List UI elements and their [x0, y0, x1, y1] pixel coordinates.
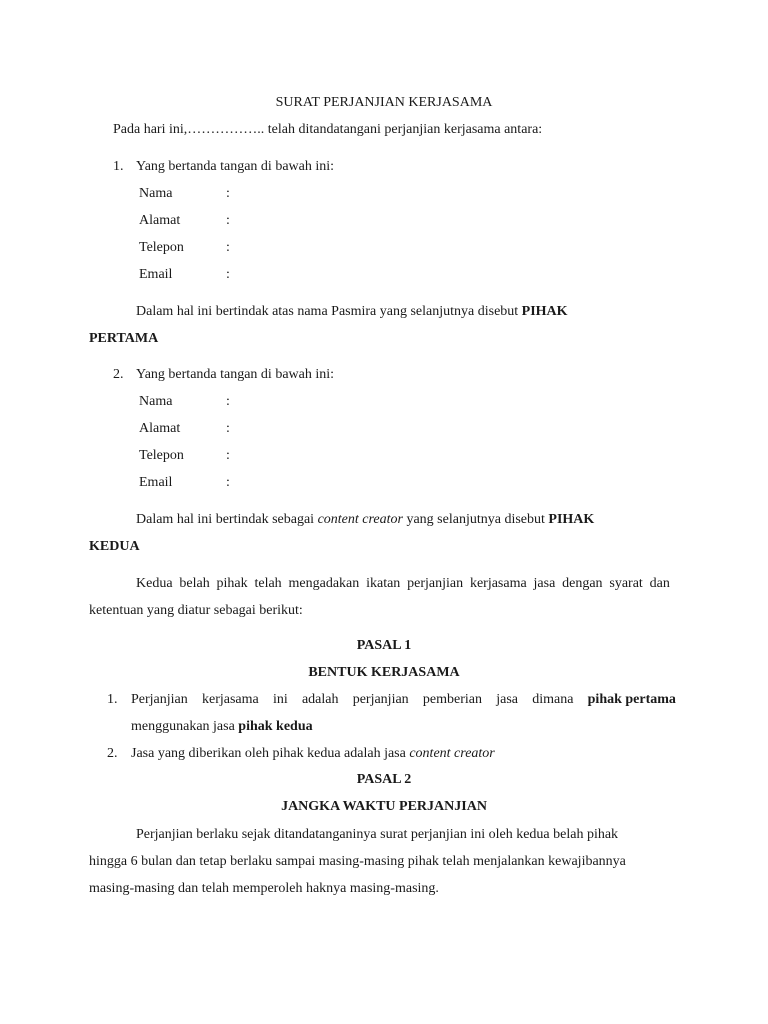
- party1-phone-label: Telepon: [139, 240, 184, 255]
- pasal1-item1-word: dimana: [532, 692, 574, 707]
- pasal1-item2-italic: content creator: [409, 746, 495, 761]
- party2-name-colon: :: [226, 394, 230, 409]
- agreement-word: dengan: [562, 576, 603, 591]
- party2-number: 2.: [113, 367, 124, 382]
- agreement-word: pihak: [216, 576, 248, 591]
- party2-role-line: [136, 511, 594, 529]
- pasal1-item1-word: adalah: [301, 692, 339, 707]
- pasal1-item1-word: pemberian: [422, 692, 482, 707]
- pasal1-item1-word: jasa: [496, 692, 518, 707]
- pasal1-subheading: BENTUK KERJASAMA: [308, 665, 460, 680]
- agreement-word: syarat: [609, 576, 643, 591]
- party2-phone-label: Telepon: [139, 448, 184, 463]
- agreement-word: dan: [649, 576, 670, 591]
- party2-phone-colon: :: [226, 448, 230, 463]
- pasal1-item1-line1: [131, 691, 676, 709]
- party1-number: 1.: [113, 159, 124, 174]
- document-title: SURAT PERJANJIAN KERJASAMA: [275, 95, 493, 110]
- agreement-line-1: [136, 575, 670, 593]
- opening-line: Pada hari ini,…………….. telah ditandatangani perjanjian kerjasama antara:: [113, 122, 543, 137]
- party1-role-bold-continued: PERTAMA: [89, 331, 159, 346]
- agreement-word: belah: [179, 576, 210, 591]
- party1-role-bold: PIHAK: [521, 304, 568, 319]
- agreement-word: kerjasama: [469, 576, 527, 591]
- pasal1-item2-text: Jasa yang diberikan oleh pihak kedua adalah jasa: [131, 746, 406, 761]
- pasal1-item1-line2-text: menggunakan jasa: [131, 719, 235, 734]
- pasal2-line-3: masing-masing dan telah memperoleh haknya masing-masing.: [89, 881, 439, 896]
- party1-address-label: Alamat: [139, 213, 181, 228]
- pasal2-line-2: hingga 6 bulan dan tetap berlaku sampai masing-masing pihak telah menjalankan kewajibannya: [89, 854, 626, 869]
- agreement-word: ikatan: [366, 576, 401, 591]
- party1-role-line: [136, 303, 568, 321]
- agreement-word: perjanjian: [407, 576, 464, 591]
- party2-address-label: Alamat: [139, 421, 181, 436]
- pasal1-item1-bold: pihak pertama: [587, 692, 676, 707]
- pasal1-item1-word: perjanjian: [352, 692, 409, 707]
- agreement-line-2: ketentuan yang diatur sebagai berikut:: [89, 603, 303, 618]
- party2-address-colon: :: [226, 421, 230, 436]
- party2-role-text-b: yang selanjutnya disebut: [406, 512, 545, 527]
- agreement-word: jasa: [533, 576, 556, 591]
- party2-role-text-a: Dalam hal ini bertindak sebagai: [136, 512, 315, 527]
- party2-name-label: Nama: [139, 394, 173, 409]
- agreement-word: Kedua: [136, 576, 173, 591]
- pasal1-item1-line2-bold: pihak kedua: [238, 719, 313, 734]
- pasal1-item1-line2: [131, 718, 313, 736]
- agreement-word: mengadakan: [288, 576, 360, 591]
- party2-email-colon: :: [226, 475, 230, 490]
- pasal1-item1-word: kerjasama: [201, 692, 259, 707]
- pasal1-item2-number: 2.: [107, 746, 118, 761]
- party1-intro: Yang bertanda tangan di bawah ini:: [136, 159, 335, 174]
- pasal1-item1-word: ini: [272, 692, 288, 707]
- party1-email-label: Email: [139, 267, 173, 282]
- party2-intro: Yang bertanda tangan di bawah ini:: [136, 367, 335, 382]
- party2-role-bold-continued: KEDUA: [89, 539, 140, 554]
- agreement-word: telah: [254, 576, 282, 591]
- party1-address-colon: :: [226, 213, 230, 228]
- pasal2-heading: PASAL 2: [356, 772, 412, 787]
- pasal2-subheading: JANGKA WAKTU PERJANJIAN: [281, 799, 487, 814]
- party1-role-text: Dalam hal ini bertindak atas nama Pasmira yang selanjutnya disebut: [136, 304, 519, 319]
- pasal1-heading: PASAL 1: [356, 638, 412, 653]
- pasal1-item1-word: Perjanjian: [131, 692, 188, 707]
- party2-role-bold: PIHAK: [548, 512, 595, 527]
- party1-name-colon: :: [226, 186, 230, 201]
- party2-role-italic: content creator: [317, 512, 403, 527]
- party1-email-colon: :: [226, 267, 230, 282]
- party1-phone-colon: :: [226, 240, 230, 255]
- pasal1-item2-line: [131, 745, 495, 763]
- party1-name-label: Nama: [139, 186, 173, 201]
- party2-email-label: Email: [139, 475, 173, 490]
- pasal2-line-1: Perjanjian berlaku sejak ditandatanganinya surat perjanjian ini oleh kedua belah pihak: [136, 827, 619, 842]
- pasal1-item1-number: 1.: [107, 692, 118, 707]
